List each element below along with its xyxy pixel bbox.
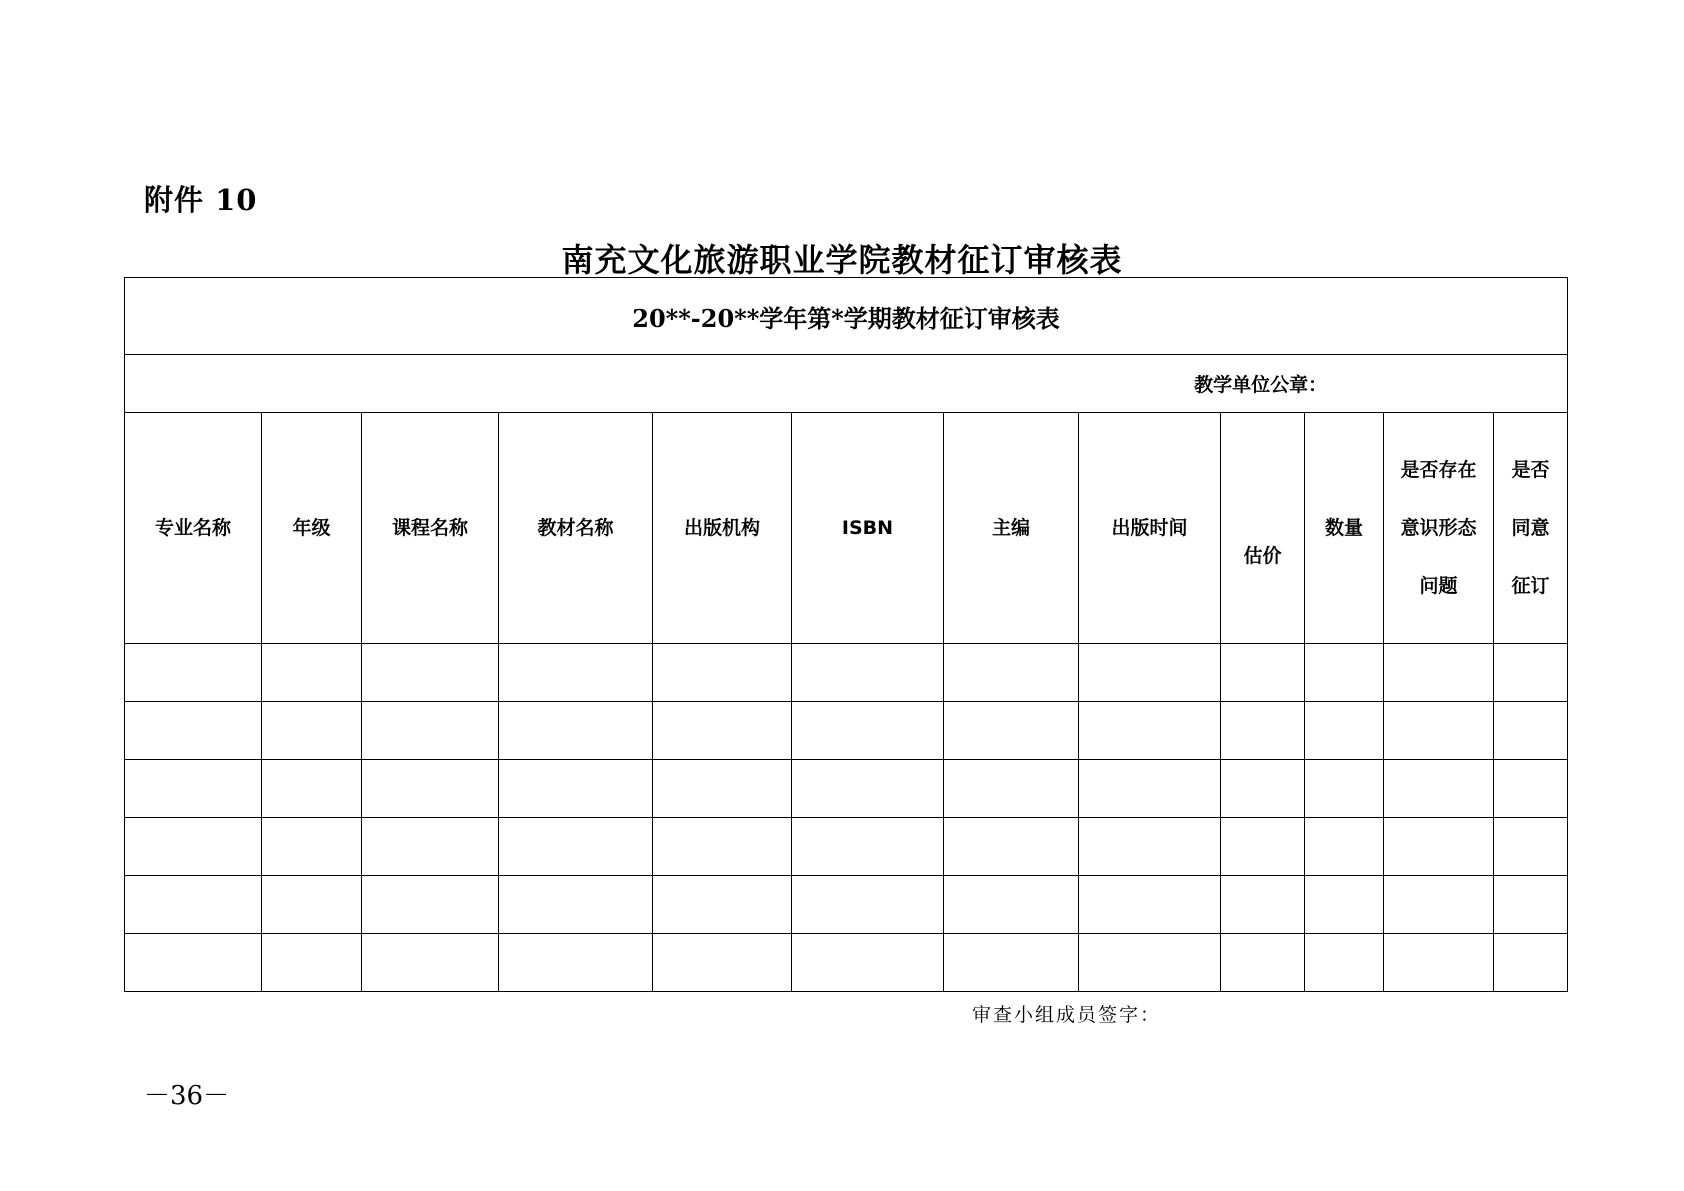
table-cell[interactable] [944,644,1079,702]
table-cell[interactable] [125,818,262,876]
table-cell[interactable] [362,702,499,760]
header-ideology-issue: 是否存在 意识形态 问题 [1384,413,1494,644]
table-body [125,644,1568,992]
table-cell[interactable] [125,702,262,760]
table-cell[interactable] [1079,876,1221,934]
table-cell[interactable] [653,644,792,702]
table-cell[interactable] [944,760,1079,818]
table-cell[interactable] [1384,934,1494,992]
table-cell[interactable] [1079,818,1221,876]
table-cell[interactable] [653,760,792,818]
unit-seal-label: 教学单位公章： [125,355,1568,413]
table-cell[interactable] [262,876,362,934]
table-cell[interactable] [1494,760,1568,818]
table-cell[interactable] [653,702,792,760]
table-cell[interactable] [1305,644,1384,702]
table-cell[interactable] [1494,644,1568,702]
table-cell[interactable] [792,702,944,760]
table-cell[interactable] [499,818,653,876]
table-cell[interactable] [1384,702,1494,760]
page-number: －36－ [144,1081,230,1111]
table-row [125,876,1568,934]
table-cell[interactable] [125,934,262,992]
header-isbn: ISBN [792,413,944,644]
table-cell[interactable] [499,760,653,818]
review-team-signature-label: 审查小组成员签字： [972,1004,1162,1026]
table-cell[interactable] [499,644,653,702]
attachment-label: 附件 10 [144,183,258,217]
header-estimated-price: 估价 [1221,413,1305,644]
table-cell[interactable] [653,818,792,876]
table-cell[interactable] [1384,644,1494,702]
table-cell[interactable] [262,702,362,760]
header-editor: 主编 [944,413,1079,644]
table-cell[interactable] [1079,702,1221,760]
table-cell[interactable] [944,876,1079,934]
table-cell[interactable] [1384,876,1494,934]
table-cell[interactable] [1305,934,1384,992]
table-row [125,760,1568,818]
table-cell[interactable] [1079,644,1221,702]
table-cell[interactable] [1221,818,1305,876]
table-cell[interactable] [499,934,653,992]
term-heading: 20**-20**学年第*学期教材征订审核表 [125,278,1568,355]
table-cell[interactable] [262,644,362,702]
table-cell[interactable] [1305,702,1384,760]
table-cell[interactable] [944,934,1079,992]
table-cell[interactable] [1305,818,1384,876]
table-row [125,934,1568,992]
column-header-row [125,413,1568,644]
table-cell[interactable] [1305,760,1384,818]
document-title: 南充文化旅游职业学院教材征订审核表 [561,241,1123,279]
table-cell[interactable] [1494,818,1568,876]
table-cell[interactable] [499,876,653,934]
header-course-name: 课程名称 [362,413,499,644]
table-cell[interactable] [1384,760,1494,818]
header-textbook-name: 教材名称 [499,413,653,644]
header-approve-order: 是否 同意 征订 [1494,413,1568,644]
table-cell[interactable] [1079,934,1221,992]
table-row [125,702,1568,760]
table-cell[interactable] [1221,934,1305,992]
table-cell[interactable] [125,876,262,934]
table-cell[interactable] [1221,644,1305,702]
table-cell[interactable] [125,644,262,702]
table-cell[interactable] [1494,934,1568,992]
table-cell[interactable] [262,760,362,818]
table-cell[interactable] [792,644,944,702]
table-cell[interactable] [362,644,499,702]
table-cell[interactable] [1221,876,1305,934]
header-quantity: 数量 [1305,413,1384,644]
table-cell[interactable] [1221,760,1305,818]
table-cell[interactable] [1494,876,1568,934]
table-cell[interactable] [944,818,1079,876]
textbook-order-review-table [124,277,1568,992]
table-cell[interactable] [1221,702,1305,760]
table-cell[interactable] [653,876,792,934]
table-cell[interactable] [1384,818,1494,876]
table-cell[interactable] [792,818,944,876]
table-cell[interactable] [125,760,262,818]
table-cell[interactable] [362,818,499,876]
table-row [125,644,1568,702]
table-cell[interactable] [362,934,499,992]
header-publisher: 出版机构 [653,413,792,644]
table-cell[interactable] [792,934,944,992]
table-cell[interactable] [499,702,653,760]
table-cell[interactable] [792,876,944,934]
header-grade: 年级 [262,413,362,644]
table-cell[interactable] [1494,702,1568,760]
table-row [125,818,1568,876]
table-cell[interactable] [1305,876,1384,934]
table-cell[interactable] [944,702,1079,760]
table-cell[interactable] [262,934,362,992]
header-publish-date: 出版时间 [1079,413,1221,644]
table-cell[interactable] [262,818,362,876]
table-cell[interactable] [362,760,499,818]
table-cell[interactable] [653,934,792,992]
table-cell[interactable] [1079,760,1221,818]
table-cell[interactable] [792,760,944,818]
header-major-name: 专业名称 [125,413,262,644]
table-cell[interactable] [362,876,499,934]
